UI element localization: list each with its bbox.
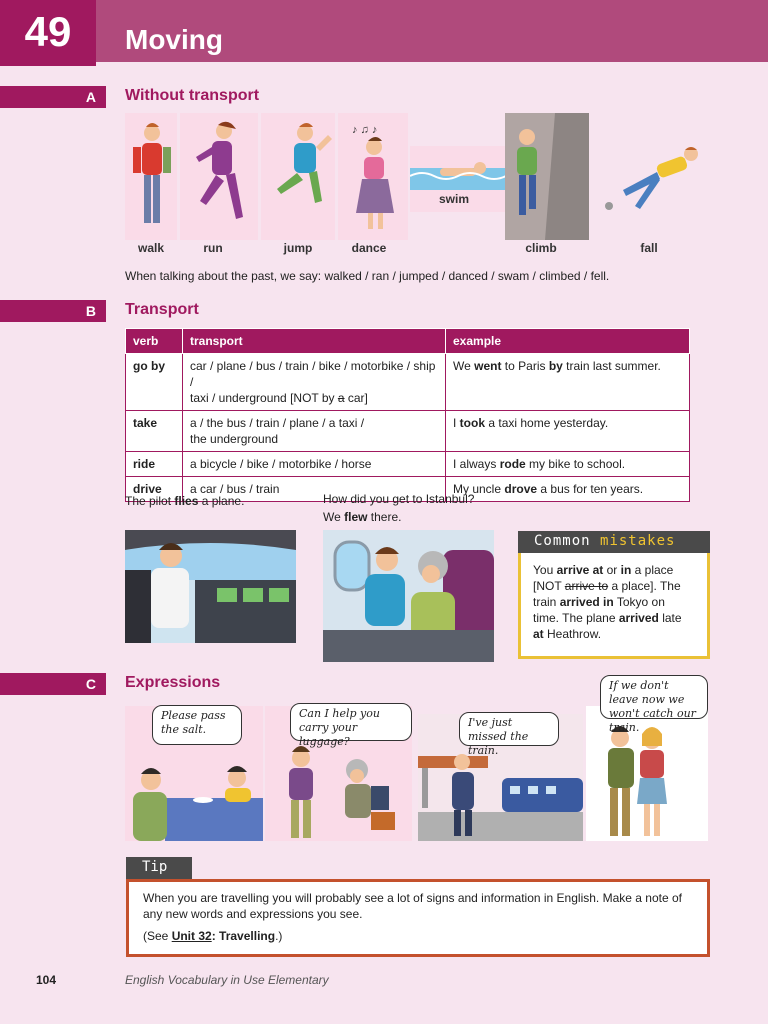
- transport-cell: [183, 411, 446, 452]
- section-a-tab: [0, 86, 106, 108]
- example-text: train last summer.: [562, 359, 661, 373]
- mistake-text: Tokyo on: [613, 595, 665, 609]
- verb-cell: go by: [126, 354, 183, 411]
- tip-see-text: (See: [143, 929, 172, 943]
- mistake-text: [NOT: [533, 579, 565, 593]
- speech-bubble-leave: If we don't leave now we won't catch our train.: [600, 675, 708, 719]
- jump-illustration: [261, 113, 335, 240]
- example-bold: rode: [499, 457, 526, 471]
- header-band: [0, 0, 768, 62]
- tip-header: [126, 857, 192, 879]
- example-text: I: [453, 416, 460, 430]
- pilot-illustration: [125, 530, 296, 643]
- verb-cell: take: [126, 411, 183, 452]
- transport-text: a / the bus / train / plane / a taxi /: [190, 416, 365, 430]
- unit-32-link[interactable]: Unit 32: [171, 929, 212, 943]
- svg-text:♪ ♫ ♪: ♪ ♫ ♪: [352, 124, 378, 136]
- tip-box: [126, 879, 710, 957]
- example-text: We: [453, 359, 475, 373]
- dance-label: dance: [351, 241, 387, 255]
- transport-text: car / plane / bus / train / bike / motorbike / ship /: [190, 359, 436, 389]
- transport-table: [125, 328, 690, 502]
- section-c-tab: [0, 673, 106, 695]
- mistake-text: or: [603, 563, 621, 577]
- tip-see-line: [143, 928, 693, 944]
- run-label: run: [203, 241, 223, 255]
- answer-bold: flew: [344, 510, 368, 524]
- speech-bubble-luggage: Can I help you carry your luggage?: [290, 703, 412, 741]
- column-header: transport: [183, 329, 446, 354]
- answer-text: We: [323, 510, 345, 524]
- dance-illustration: [338, 113, 408, 240]
- mistake-bold: arrive at: [556, 563, 604, 577]
- column-header: verb: [126, 329, 183, 354]
- answer-text: there.: [367, 510, 402, 524]
- transport-cell: a bicycle / bike / motorbike / horse: [183, 452, 446, 477]
- example-text: I always: [453, 457, 500, 471]
- table-row: [126, 354, 690, 411]
- verb-cell: drive: [126, 477, 183, 502]
- mistake-text: You: [533, 563, 557, 577]
- mistake-text: late: [658, 611, 682, 625]
- example-cell: [446, 452, 690, 477]
- book-title: English Vocabulary in Use Elementary: [125, 973, 329, 987]
- strikethrough-word: a: [337, 391, 345, 405]
- table-header-row: [126, 329, 690, 354]
- section-b-tab: [0, 300, 106, 322]
- section-c-title: Expressions: [125, 674, 221, 691]
- table-row: [126, 411, 690, 452]
- passengers-illustration: [323, 530, 494, 662]
- example-cell: [446, 354, 690, 411]
- walk-label: walk: [137, 241, 164, 255]
- transport-text: taxi / underground [NOT by: [190, 391, 338, 405]
- transport-text: the underground: [190, 432, 279, 446]
- example-text: my bike to school.: [525, 457, 626, 471]
- transport-text: car]: [344, 391, 368, 405]
- example-bold: took: [459, 416, 486, 430]
- common-mistakes-header: [518, 531, 710, 553]
- example-bold: drove: [504, 482, 538, 496]
- example-text: to Paris: [501, 359, 549, 373]
- page-number: 104: [36, 973, 57, 987]
- mistake-bold: arrived in: [559, 595, 614, 609]
- walk-illustration: [125, 113, 177, 240]
- section-a-letter: A: [85, 89, 96, 105]
- example-cell: [446, 477, 690, 502]
- page-title: Moving: [125, 24, 223, 55]
- section-b-letter: B: [85, 303, 96, 319]
- fall-label: fall: [640, 241, 658, 255]
- transport-cell: a car / bus / train: [183, 477, 446, 502]
- section-c-letter: C: [85, 676, 96, 692]
- speech-bubble-salt: Please pass the salt.: [152, 705, 242, 745]
- mistake-text: a place]. The: [608, 579, 681, 593]
- example-bold: went: [474, 359, 502, 373]
- climb-illustration: [505, 113, 589, 240]
- table-row: [126, 452, 690, 477]
- verb-cell: ride: [126, 452, 183, 477]
- tip-see-colon: :: [211, 929, 220, 943]
- common-mistakes-title: Common: [534, 533, 591, 549]
- couple-illustration: [586, 706, 708, 841]
- section-a-note: When talking about the past, we say: walked / ran / jumped / danced / swam / climbed / fell.: [125, 269, 610, 283]
- mistake-text: Heathrow.: [543, 627, 602, 641]
- jump-label: jump: [283, 241, 313, 255]
- speech-bubble-train: I've just missed the train.: [459, 712, 559, 746]
- answer-line: [323, 509, 402, 526]
- pilot-bold: flies: [174, 494, 199, 508]
- mistake-bold: arrived: [618, 611, 659, 625]
- section-b-title: Transport: [125, 301, 199, 318]
- section-a-title: Without transport: [125, 87, 260, 104]
- mistake-strikethrough: arrive to: [564, 579, 609, 593]
- tip-title: Tip: [142, 859, 168, 875]
- run-illustration: [180, 113, 258, 240]
- common-mistakes-box: [518, 553, 710, 659]
- pilot-text: a plane.: [198, 494, 245, 508]
- question-line: How did you get to Istanbul?: [323, 492, 475, 506]
- mistake-text: time. The plane: [533, 611, 619, 625]
- example-text: a taxi home yesterday.: [485, 416, 609, 430]
- mistake-text: train: [533, 595, 560, 609]
- example-cell: [446, 411, 690, 452]
- tip-see-title: Travelling: [219, 929, 276, 943]
- climb-label: climb: [525, 241, 557, 255]
- transport-cell: [183, 354, 446, 411]
- example-bold: by: [548, 359, 563, 373]
- column-header: example: [446, 329, 690, 354]
- mistake-bold: at: [533, 627, 544, 641]
- tip-text: When you are travelling you will probably see a lot of signs and information in English. Make a note of any new words and expressions you see.: [143, 891, 682, 921]
- unit-number: 49: [24, 8, 72, 55]
- pilot-text: The pilot: [125, 494, 175, 508]
- example-text: My uncle: [453, 482, 505, 496]
- mistake-text: a place: [631, 563, 674, 577]
- tip-see-text: .): [275, 929, 283, 943]
- fall-illustration: [595, 140, 707, 220]
- swim-label: swim: [438, 192, 469, 206]
- example-text: a bus for ten years.: [537, 482, 644, 496]
- common-mistakes-title-highlight: mistakes: [600, 533, 676, 549]
- pilot-sentence: [125, 493, 244, 510]
- mistake-bold: in: [620, 563, 632, 577]
